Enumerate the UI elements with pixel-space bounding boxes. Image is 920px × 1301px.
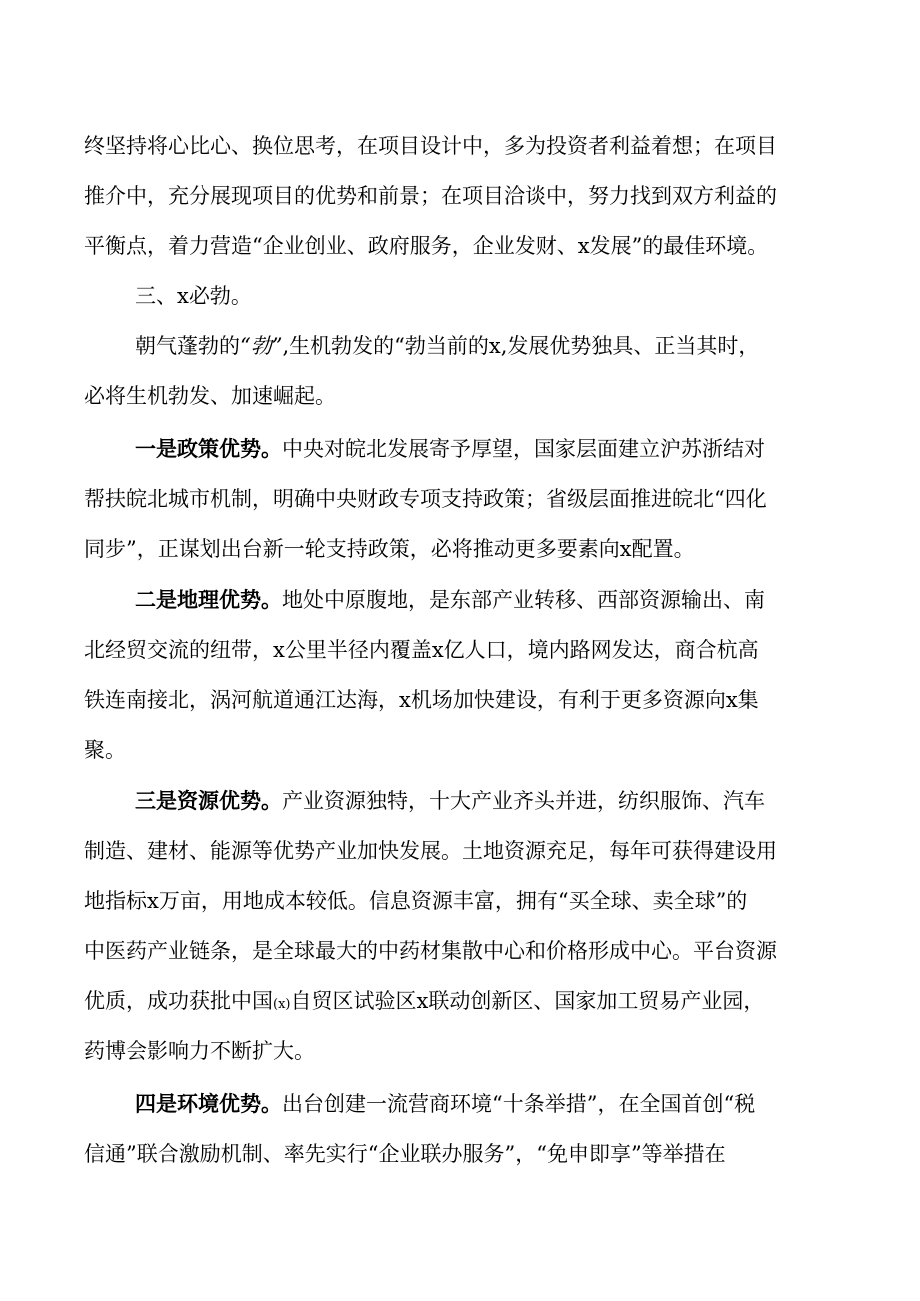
paragraph-text: 产业资源独特，十大产业齐头并进，纺织服饰、汽车 — [282, 789, 765, 813]
paragraph-line: 北经贸交流的纽带，x公里半径内覆盖x亿人口，境内路网发达，商合杭高 — [84, 638, 759, 662]
paragraph-line: 同步”，正谋划出台新一轮支持政策，必将推动更多要素向x配置。 — [84, 537, 695, 561]
paragraph-text: 地处中原腹地，是东部产业转移、西部资源输出、南 — [282, 588, 765, 612]
paragraph-text: 朝气蓬勃的 — [135, 334, 240, 358]
paragraph-line: 平衡点，着力营造“企业创业、政府服务，企业发财、x发展”的最佳环境。 — [84, 234, 769, 258]
paragraph-text: 优质，成功获批中国 — [84, 989, 273, 1013]
paragraph-line — [135, 1089, 755, 1119]
paragraph-line: 必将生机勃发、加速崛起。 — [84, 384, 336, 408]
paragraph-text: (x) — [273, 997, 291, 1012]
lead-heading: 三是资源优势。 — [135, 789, 282, 813]
paragraph-line: 信通”联合激励机制、率先实行“企业联办服务”，“免申即享”等举措在 — [84, 1142, 726, 1166]
paragraph-line: 终坚持将心比心、换位思考，在项目设计中，多为投资者利益着想；在项目 — [84, 134, 777, 158]
paragraph-line: 聚。 — [84, 738, 126, 762]
paragraph-line: 药博会影响力不断扩大。 — [84, 1039, 315, 1063]
paragraph-text: 自贸区试验区x联动创新区、国家加工贸易产业园， — [290, 989, 765, 1013]
paragraph-line: 制造、建材、能源等优势产业加快发展。土地资源充足，每年可获得建设用 — [84, 839, 777, 863]
paragraph-line — [84, 986, 764, 1020]
paragraph-line: 推介中，充分展现项目的优势和前景；在项目洽谈中，努力找到双方利益的 — [84, 184, 777, 208]
lead-heading: 一是政策优势。 — [135, 437, 282, 461]
italic-quote: “勃” — [240, 334, 283, 358]
paragraph-text: 中央对皖北发展寄予厚望，国家层面建立沪苏浙结对 — [282, 437, 765, 461]
paragraph-line — [135, 434, 765, 464]
paragraph-line — [135, 331, 759, 361]
paragraph-text: 出台创建一流营商环境“十条举措”，在全国首创“税 — [282, 1092, 756, 1116]
section-heading: 三、x必勃。 — [135, 284, 252, 308]
paragraph-line — [135, 786, 765, 816]
paragraph-line: 帮扶皖北城市机制，明确中央财政专项支持政策；省级层面推进皖北“四化 — [84, 487, 767, 511]
paragraph-line — [135, 585, 765, 615]
lead-heading: 四是环境优势。 — [135, 1092, 282, 1116]
paragraph-line: 地指标x万亩，用地成本较低。信息资源丰富，拥有“买全球、卖全球”的 — [84, 889, 748, 913]
lead-heading: 二是地理优势。 — [135, 588, 282, 612]
paragraph-line: 铁连南接北，涡河航道通江达海，x机场加快建设，有利于更多资源向x集 — [84, 688, 759, 712]
paragraph-line: 中医药产业链条，是全球最大的中药材集散中心和价格形成中心。平台资源 — [84, 939, 777, 963]
paragraph-text: ,生机勃发的“勃当前的x,发展优势独具、正当其时， — [282, 334, 760, 358]
